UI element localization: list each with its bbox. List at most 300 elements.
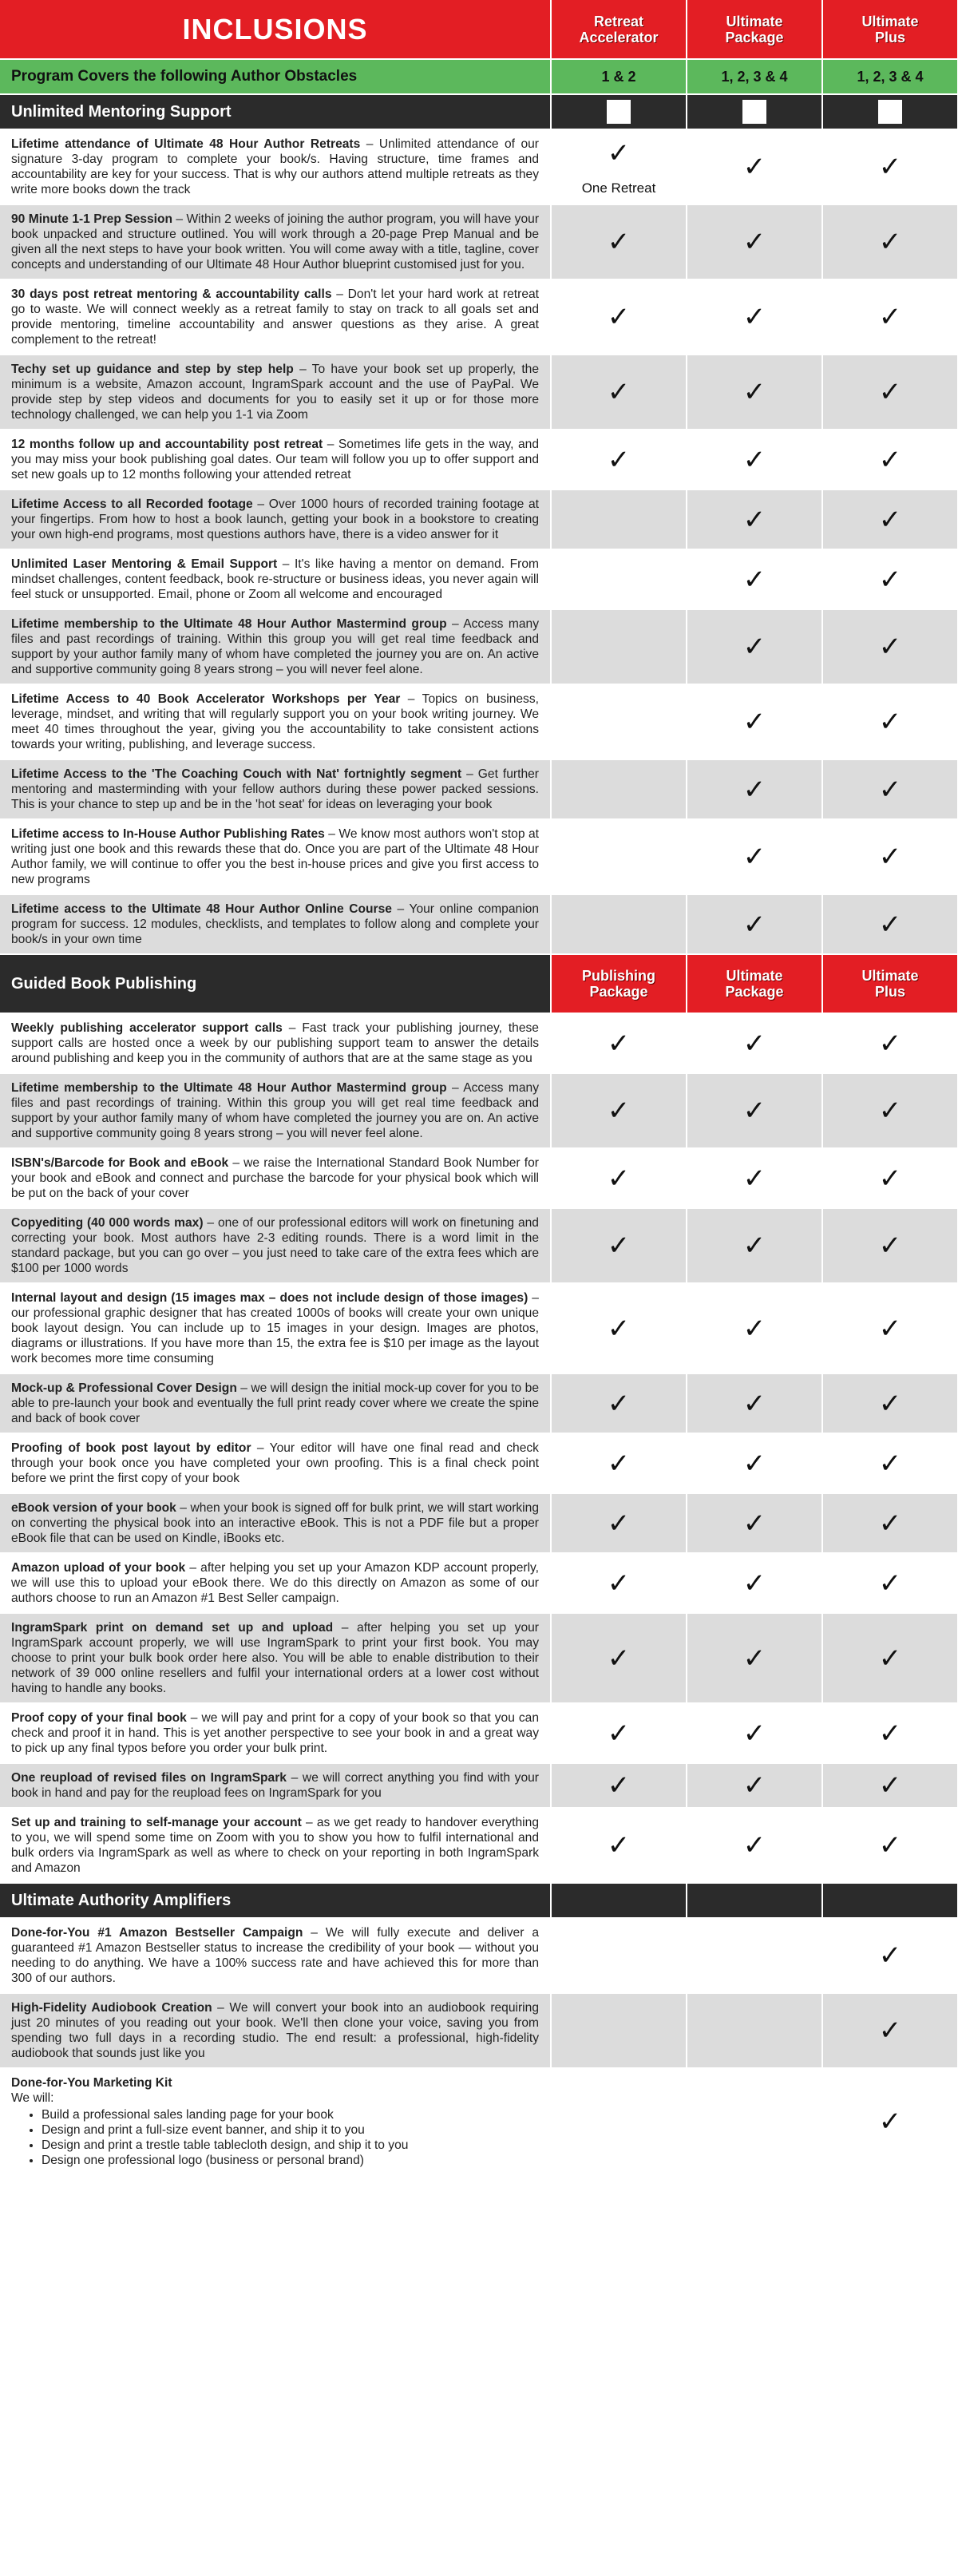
inclusion-text [11, 767, 539, 812]
page-title: INCLUSIONS [0, 0, 551, 59]
column-header-ultimate-package: Ultimate Package [687, 0, 822, 59]
obstacles-value: 1, 2, 3 & 4 [822, 59, 958, 94]
checkmark-icon: ✓ [607, 1718, 631, 1749]
inclusion-body: – It's like having a mentor on demand. From mindset challenges, content feedback, book re-structure or business ideas, you never again will feel stuck or unsupported. Email, phone or Zoom all welcome and encouraged [11, 557, 539, 601]
check-cell-col-3 [822, 1283, 958, 1373]
check-cell-col-1 [551, 684, 687, 759]
check-cell-col-1 [551, 355, 687, 430]
inclusion-body: – Fast track your publishing journey, these support calls are hosted once a week by our publishing support team to answer the details around publishing and keep you in the community of authors that are at the same stage as you [11, 1021, 539, 1065]
check-cell-col-2 [687, 684, 822, 759]
checkmark-icon: ✓ [607, 1028, 631, 1059]
inclusion-title: eBook version of your book [11, 1501, 176, 1515]
check-cell-col-1 [551, 1553, 687, 1613]
section-header [0, 1883, 958, 1918]
square-icon [607, 100, 631, 124]
checkmark-icon: ✓ [742, 774, 766, 805]
inclusion-text [11, 1560, 539, 1606]
checkmark-icon: ✓ [607, 1313, 631, 1344]
inclusion-text [11, 1710, 539, 1756]
section-column-marker [822, 94, 958, 129]
column-header-line: Ultimate [861, 968, 919, 984]
inclusion-text [11, 1815, 539, 1876]
checkmark-icon: ✓ [742, 909, 766, 940]
check-cell-col-3 [822, 1808, 958, 1883]
checkmark-icon: ✓ [878, 302, 902, 332]
checkmark-icon: ✓ [607, 1448, 631, 1479]
check-cell-col-1 [551, 430, 687, 489]
table-row [0, 1208, 958, 1283]
inclusion-description [0, 129, 551, 204]
obstacles-value: 1, 2, 3 & 4 [687, 59, 822, 94]
table-row [0, 489, 958, 549]
inclusion-body: – we will pay and print for a copy of your book so that you can check and proof it in hand. This is yet another perspective to see your book in and a great way to pick up any final typos before you order your bulk print. [11, 1711, 539, 1755]
checkmark-icon: ✓ [742, 504, 766, 535]
check-cell-col-3 [822, 1493, 958, 1553]
check-cell-col-2 [687, 1703, 822, 1763]
checkmark-icon: ✓ [742, 1718, 766, 1749]
checkmark-icon: ✓ [742, 227, 766, 257]
inclusion-description [0, 684, 551, 759]
checkmark-icon: ✓ [607, 1567, 631, 1599]
check-cell-col-2 [687, 1613, 822, 1703]
check-cell-col-1 [551, 489, 687, 549]
table-row [0, 894, 958, 954]
section-title: Guided Book Publishing [0, 954, 551, 1013]
check-cell-col-2 [687, 894, 822, 954]
obstacles-row [0, 59, 958, 94]
inclusion-body: – Your online companion program for success. 12 modules, checklists, and templates to follow along and complete your book/s in your own time [11, 902, 539, 946]
checkmark-icon: ✓ [607, 302, 631, 332]
inclusion-title: Lifetime access to In-House Author Publishing Rates [11, 827, 325, 841]
check-cell-col-1 [551, 1148, 687, 1208]
checkmark-icon: ✓ [878, 152, 902, 182]
check-cell-col-3 [822, 1763, 958, 1808]
inclusion-description [0, 2068, 551, 2175]
inclusion-body: – Access many files and past recordings of training. Within this group you will get real time feedback and support by your author family many of whom have completed the journey you are on. An active and supportive community going 8 years strong – you will never feel alone. [11, 617, 539, 676]
table-row [0, 819, 958, 894]
inclusion-description [0, 1613, 551, 1703]
table-row [0, 1993, 958, 2068]
check-cell-col-1 [551, 1993, 687, 2068]
checkmark-icon: ✓ [878, 1388, 902, 1419]
checkmark-icon: ✓ [742, 1028, 766, 1059]
checkmark-icon: ✓ [607, 227, 631, 257]
check-cell-col-3 [822, 549, 958, 609]
check-cell-col-2 [687, 430, 822, 489]
inclusion-description [0, 355, 551, 430]
check-cell-col-3 [822, 1433, 958, 1493]
inclusion-title: Done-for-You #1 Amazon Bestseller Campaign [11, 1926, 303, 1940]
checkmark-icon: ✓ [878, 444, 902, 475]
inclusion-body: – Your editor will have one final read and check through your book once you have completed your own proofing. This is a final check point before we print the first copy of your book [11, 1441, 539, 1485]
inclusion-title: Techy set up guidance and step by step help [11, 363, 294, 376]
column-header-line: Publishing [582, 968, 655, 984]
checkmark-icon: ✓ [607, 1096, 631, 1126]
checkmark-icon: ✓ [878, 1718, 902, 1749]
inclusion-description [0, 1553, 551, 1613]
obstacles-value: 1 & 2 [551, 59, 687, 94]
check-cell-col-3 [822, 759, 958, 819]
checkmark-icon: ✓ [607, 377, 631, 407]
checkmark-icon: ✓ [742, 1567, 766, 1599]
inclusion-text [11, 362, 539, 422]
inclusion-title: Lifetime membership to the Ultimate 48 Hour Author Mastermind group [11, 617, 447, 631]
checkmark-icon: ✓ [878, 1508, 902, 1539]
inclusion-description [0, 1808, 551, 1883]
inclusion-text [11, 557, 539, 602]
check-cell-col-1 [551, 1703, 687, 1763]
checkmark-icon: ✓ [742, 302, 766, 332]
check-cell-col-3 [822, 129, 958, 204]
inclusion-description [0, 1493, 551, 1553]
inclusion-intro: We will: [11, 2091, 54, 2105]
inclusion-body: – Within 2 weeks of joining the author program, you will have your book unpacked and structure outlined. You will work through a 20-page Prep Manual and be given all the next steps to have your book written. You will come away with a title, tagline, cover concepts and understanding of our Ultimate 48 Hour Author blueprint customised just for you. [11, 212, 540, 271]
checkmark-icon: ✓ [742, 564, 766, 595]
checkmark-icon: ✓ [878, 774, 902, 805]
check-cell-col-1 [551, 1373, 687, 1433]
checkmark-icon: ✓ [878, 564, 902, 595]
check-cell-col-2 [687, 759, 822, 819]
checkmark-icon: ✓ [742, 1388, 766, 1419]
check-cell-col-1 [551, 1433, 687, 1493]
section-column-header [551, 954, 687, 1013]
checkmark-icon: ✓ [607, 1388, 631, 1419]
check-cell-col-3 [822, 684, 958, 759]
inclusion-title: Lifetime membership to the Ultimate 48 Hour Author Mastermind group [11, 1081, 447, 1095]
table-row [0, 1148, 958, 1208]
inclusion-text [11, 287, 539, 347]
inclusion-body: – after helping you set up your Amazon KDP account properly, we will use this to upload your eBook there. We do this directly on Amazon as some of our authors choose to run an Amazon #1 Best Seller campaign. [11, 1561, 540, 1605]
table-row [0, 1763, 958, 1808]
checkmark-icon: ✓ [742, 377, 766, 407]
checkmark-icon: ✓ [742, 1096, 766, 1126]
check-cell-col-1 [551, 549, 687, 609]
inclusion-description [0, 759, 551, 819]
inclusion-description [0, 819, 551, 894]
inclusion-text [11, 616, 539, 677]
section-column-marker [687, 94, 822, 129]
check-cell-col-1 [551, 819, 687, 894]
inclusion-description [0, 549, 551, 609]
section-column-blank [551, 1883, 687, 1918]
inclusion-title: Proof copy of your final book [11, 1711, 187, 1725]
checkmark-icon: ✓ [878, 1448, 902, 1479]
section-title: Unlimited Mentoring Support [0, 94, 551, 129]
inclusion-text [11, 826, 539, 887]
inclusion-title: 12 months follow up and accountability post retreat [11, 438, 323, 451]
inclusion-body: – our professional graphic designer that has created 1000s of books will create your own unique book layout design. You can include up to 15 images in your design. Images are photos, diagrams or illustrations. If you have more than 15, the extra fee is $10 per image as the layout work becomes more time consuming [11, 1291, 539, 1365]
check-cell-col-1 [551, 1493, 687, 1553]
check-cell-col-2 [687, 204, 822, 279]
check-cell-col-1 [551, 129, 687, 204]
square-icon [742, 100, 766, 124]
checkmark-icon: ✓ [878, 1313, 902, 1344]
table-row [0, 1433, 958, 1493]
check-cell-col-2 [687, 1433, 822, 1493]
check-note: One Retreat [581, 180, 656, 196]
checkmark-icon: ✓ [742, 1830, 766, 1861]
checkmark-icon: ✓ [742, 1313, 766, 1344]
checkmark-icon: ✓ [607, 1231, 631, 1261]
checkmark-icon: ✓ [878, 1231, 902, 1261]
inclusion-title: Copyediting (40 000 words max) [11, 1216, 204, 1230]
checkmark-icon: ✓ [878, 2106, 902, 2137]
inclusion-title: Lifetime Access to all Recorded footage [11, 497, 253, 511]
checkmark-icon: ✓ [878, 1940, 902, 1971]
check-cell-col-3 [822, 894, 958, 954]
inclusion-description [0, 489, 551, 549]
check-cell-col-3 [822, 279, 958, 355]
column-header-line: Ultimate [726, 968, 783, 984]
section-column-header [822, 954, 958, 1013]
list-item: • Build a professional sales landing page for your book [42, 2107, 539, 2122]
inclusion-title: 90 Minute 1-1 Prep Session [11, 212, 173, 226]
inclusion-description [0, 1703, 551, 1763]
inclusion-title: Set up and training to self-manage your account [11, 1816, 302, 1829]
column-header-line: Package [589, 984, 648, 1000]
inclusion-body: – as we get ready to handover everything to you, we will spend some time on Zoom with you to show you how to fulfil international and bulk orders via IngramSpark as well as where to check on your reporting in both IngramSpark and Amazon [11, 1816, 539, 1875]
table-row [0, 1073, 958, 1148]
checkmark-icon: ✓ [878, 227, 902, 257]
inclusion-title: High-Fidelity Audiobook Creation [11, 2001, 212, 2015]
check-cell-col-3 [822, 489, 958, 549]
check-cell-col-3 [822, 355, 958, 430]
inclusion-title: Proofing of book post layout by editor [11, 1441, 251, 1455]
inclusion-text [11, 1290, 539, 1366]
inclusion-text [11, 1770, 539, 1801]
check-cell-col-2 [687, 2068, 822, 2175]
inclusion-title: Amazon upload of your book [11, 1561, 186, 1575]
inclusion-title: One reupload of revised files on IngramSpark [11, 1771, 287, 1785]
check-cell-col-3 [822, 430, 958, 489]
inclusion-body: – Sometimes life gets in the way, and you may miss your book publishing goal dates. Our team will follow you up to offer support and set new goals up to 12 months following your attended retreat [11, 438, 539, 482]
table-row [0, 2068, 958, 2175]
inclusion-title: Weekly publishing accelerator support calls [11, 1021, 283, 1035]
checkmark-icon: ✓ [878, 1163, 902, 1194]
check-cell-col-3 [822, 609, 958, 684]
inclusion-body: – Unlimited attendance of our signature 3-day program to complete your book/s. Having structure, time frames and accountability are key for your success. That is why our authors attend multiple retreats as they write more books down the track [11, 137, 539, 196]
table-row [0, 1283, 958, 1373]
inclusion-text [11, 212, 539, 272]
table-row [0, 1703, 958, 1763]
inclusion-title: IngramSpark print on demand set up and upload [11, 1621, 334, 1635]
checkmark-icon: ✓ [878, 2015, 902, 2046]
inclusion-title: Internal layout and design (15 images max – does not include design of those images) [11, 1291, 528, 1305]
square-icon [878, 100, 902, 124]
check-cell-col-3 [822, 1373, 958, 1433]
inclusion-title: Lifetime attendance of Ultimate 48 Hour Author Retreats [11, 137, 361, 151]
table-row [0, 279, 958, 355]
check-cell-col-1 [551, 894, 687, 954]
check-cell-col-2 [687, 1808, 822, 1883]
check-cell-col-2 [687, 819, 822, 894]
inclusion-text [11, 1381, 539, 1426]
checkmark-icon: ✓ [607, 1163, 631, 1194]
checkmark-icon: ✓ [878, 842, 902, 872]
inclusion-body: – Don't let your hard work at retreat go to waste. We will connect weekly as a retreat family to stay on track to all goals set and provide mentoring, timeline accountability and answer questions as they arise. A great complement to the retreat! [11, 287, 539, 347]
check-cell-col-3 [822, 819, 958, 894]
inclusion-description [0, 1373, 551, 1433]
checkmark-icon: ✓ [742, 444, 766, 475]
inclusion-text [11, 1020, 539, 1066]
checkmark-icon: ✓ [742, 152, 766, 182]
check-cell-col-1 [551, 1208, 687, 1283]
checkmark-icon: ✓ [878, 707, 902, 737]
check-cell-col-1 [551, 759, 687, 819]
check-cell-col-3 [822, 1013, 958, 1073]
column-header-line: Package [725, 984, 784, 1000]
inclusion-title: Done-for-You Marketing Kit [11, 2076, 172, 2090]
check-cell-col-2 [687, 1918, 822, 1993]
check-cell-col-3 [822, 1918, 958, 1993]
obstacles-label: Program Covers the following Author Obstacles [0, 59, 551, 94]
inclusion-description [0, 1283, 551, 1373]
check-cell-col-2 [687, 1148, 822, 1208]
checkmark-icon: ✓ [742, 1163, 766, 1194]
inclusion-text [11, 137, 539, 197]
inclusion-body: – we will design the initial mock-up cover for you to be able to pre-launch your book and eventually the full print ready cover where we create the spine and back of book cover [11, 1381, 540, 1425]
check-cell-col-1 [551, 1763, 687, 1808]
inclusion-title: ISBN's/Barcode for Book and eBook [11, 1156, 229, 1170]
checkmark-icon: ✓ [742, 1643, 766, 1674]
inclusion-description [0, 430, 551, 489]
check-cell-col-2 [687, 1013, 822, 1073]
column-header-retreat-accelerator: Retreat Accelerator [551, 0, 687, 59]
inclusion-description [0, 1918, 551, 1993]
check-cell-col-3 [822, 1208, 958, 1283]
inclusion-text [11, 497, 539, 542]
section-column-blank [822, 1883, 958, 1918]
inclusion-description [0, 609, 551, 684]
checkmark-icon: ✓ [878, 504, 902, 535]
checkmark-icon: ✓ [742, 632, 766, 662]
inclusion-body: – when your book is signed off for bulk print, we will start working on converting the physical book into an interactive eBook. This is not a PDF file but a proper eBook file that can be used on Kindle, iBooks etc. [11, 1501, 539, 1545]
check-cell-col-2 [687, 1283, 822, 1373]
table-row [0, 129, 958, 204]
check-cell-col-2 [687, 1373, 822, 1433]
table-row [0, 609, 958, 684]
inclusion-body: – after helping you set up your IngramSpark account properly, we will use IngramSpark to print your first book. You may choose to print your bulk book order here also. You will be able to enable distribution to their network of 39 000 online resellers and fulfil your international orders at a lower cost without having to handle any books. [11, 1621, 539, 1695]
section-title: Ultimate Authority Amplifiers [0, 1883, 551, 1918]
inclusion-text [11, 1155, 539, 1201]
table-row [0, 1808, 958, 1883]
inclusion-title: Mock-up & Professional Cover Design [11, 1381, 237, 1395]
table-header [0, 0, 958, 59]
column-header-line: Plus [874, 984, 905, 1000]
checkmark-icon: ✓ [878, 1028, 902, 1059]
inclusion-body: – Get further mentoring and masterminding with your fellow authors during these power packed sessions. This is your chance to step up and be in the 'hot seat' for ideas on leveraging your book [11, 767, 539, 811]
table-row [0, 1613, 958, 1703]
inclusion-body: – We will convert your book into an audiobook requiring just 20 minutes of you reading out your book. We'll then clone your voice, saving you from spending two full days in a recording studio. The end result: a professional, high-fidelity audiobook that sounds just like you [11, 2001, 539, 2060]
checkmark-icon: ✓ [878, 1643, 902, 1674]
inclusion-text [11, 1215, 539, 1276]
check-cell-col-2 [687, 1493, 822, 1553]
checkmark-icon: ✓ [607, 1770, 631, 1801]
inclusion-description [0, 1993, 551, 2068]
inclusion-description [0, 1148, 551, 1208]
inclusion-title: Lifetime Access to 40 Book Accelerator Workshops per Year [11, 692, 401, 706]
table-row [0, 1013, 958, 1073]
inclusion-body: – Access many files and past recordings of training. Within this group you will get real time feedback and support by your author family many of whom have completed the journey you are on. An active and supportive community going 8 years strong – you will never feel alone. [11, 1081, 539, 1140]
inclusion-description [0, 279, 551, 355]
inclusion-text [11, 1925, 539, 1986]
inclusion-description [0, 204, 551, 279]
check-cell-col-3 [822, 2068, 958, 2175]
table-row [0, 1373, 958, 1433]
inclusion-text [11, 1620, 539, 1696]
checkmark-icon: ✓ [742, 1231, 766, 1261]
check-cell-col-1 [551, 1918, 687, 1993]
checkmark-icon: ✓ [878, 377, 902, 407]
checkmark-icon: ✓ [607, 1830, 631, 1861]
check-cell-col-2 [687, 489, 822, 549]
inclusion-text [11, 1441, 539, 1486]
check-cell-col-1 [551, 204, 687, 279]
section-header [0, 94, 958, 129]
check-cell-col-3 [822, 1553, 958, 1613]
table-row [0, 430, 958, 489]
check-cell-col-3 [822, 204, 958, 279]
check-cell-col-1 [551, 2068, 687, 2175]
checkmark-icon: ✓ [607, 1508, 631, 1539]
inclusion-body: – To have your book set up properly, the minimum is a website, Amazon account, IngramSpark account and the use of PayPal. We provide step by step videos and documents for you to easily set it up or for those more technology challenged, we can help you 1-1 via Zoom [11, 363, 540, 422]
checkmark-icon: ✓ [878, 1567, 902, 1599]
checkmark-icon: ✓ [607, 138, 631, 168]
check-cell-col-2 [687, 129, 822, 204]
section-header [0, 954, 958, 1013]
check-cell-col-2 [687, 1208, 822, 1283]
check-cell-col-2 [687, 1553, 822, 1613]
list-item: • Design and print a trestle table tablecloth design, and ship it to you [42, 2138, 539, 2153]
table-row [0, 1493, 958, 1553]
inclusion-description [0, 1013, 551, 1073]
check-cell-col-2 [687, 1073, 822, 1148]
check-cell-col-3 [822, 1073, 958, 1148]
inclusion-text [11, 437, 539, 482]
check-cell-col-2 [687, 279, 822, 355]
inclusion-description [0, 1763, 551, 1808]
table-row [0, 1918, 958, 1993]
inclusion-body: – Over 1000 hours of recorded training footage at your fingertips. From how to host a book launch, getting your book in a bookstore to creating your own high-end programs, most questions authors have, there is a video answer for it [11, 497, 539, 541]
check-cell-col-1 [551, 1808, 687, 1883]
inclusion-title: Lifetime Access to the 'The Coaching Couch with Nat' fortnightly segment [11, 767, 462, 781]
section-column-blank [687, 1883, 822, 1918]
inclusion-body: – one of our professional editors will work on finetuning and correcting your book. Most authors have 2-3 editing rounds. There is a word limit in the standard package, but you can go over – you just need to take care of the extra fees which are $100 per 1000 words [11, 1216, 539, 1275]
check-cell-col-1 [551, 609, 687, 684]
inclusion-text [11, 2000, 539, 2061]
inclusion-text [11, 902, 539, 947]
checkmark-icon: ✓ [607, 444, 631, 475]
inclusion-description [0, 1433, 551, 1493]
inclusion-text [11, 692, 539, 752]
inclusion-text [11, 1500, 539, 1546]
checkmark-icon: ✓ [742, 842, 766, 872]
list-item: • Design and print a full-size event banner, and ship it to you [42, 2122, 539, 2138]
inclusion-description [0, 1073, 551, 1148]
check-cell-col-3 [822, 1148, 958, 1208]
checkmark-icon: ✓ [878, 1830, 902, 1861]
table-row [0, 759, 958, 819]
table-row [0, 684, 958, 759]
inclusion-text [11, 2075, 539, 2091]
table-row [0, 1553, 958, 1613]
checkmark-icon: ✓ [742, 707, 766, 737]
checkmark-icon: ✓ [607, 1643, 631, 1674]
section-column-marker [551, 94, 687, 129]
checkmark-icon: ✓ [878, 909, 902, 940]
inclusion-description [0, 894, 551, 954]
check-cell-col-1 [551, 279, 687, 355]
